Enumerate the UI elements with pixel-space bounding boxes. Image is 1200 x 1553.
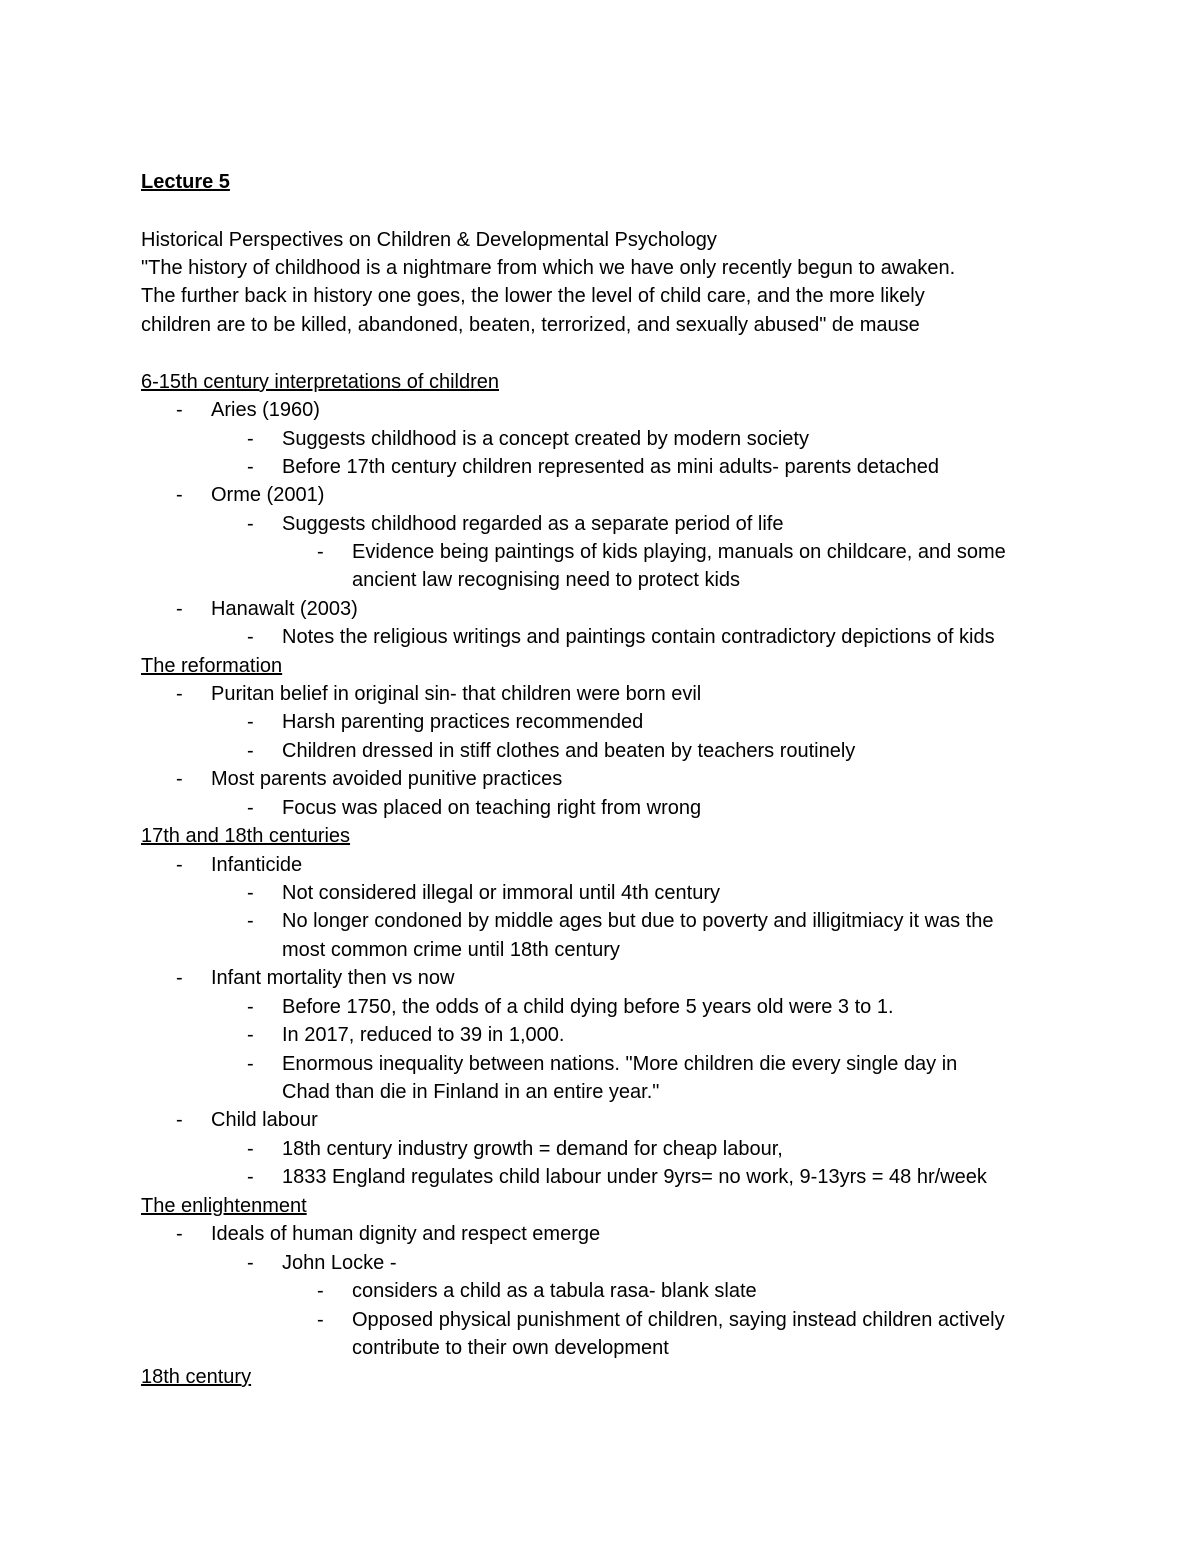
bullet-dash: - — [247, 456, 254, 478]
list-item: Aries (1960) — [211, 399, 320, 421]
section-heading: The enlightenment — [141, 1195, 307, 1217]
bullet-dash: - — [176, 768, 183, 790]
list-item-continuation: ancient law recognising need to protect kids — [352, 569, 741, 591]
list-item: 18th century industry growth = demand for cheap labour, — [282, 1138, 783, 1160]
list-item: Suggests childhood regarded as a separate period of life — [282, 513, 784, 535]
list-item: Opposed physical punishment of children, saying instead children actively — [352, 1309, 1005, 1331]
list-item: Focus was placed on teaching right from wrong — [282, 797, 702, 819]
bullet-dash: - — [176, 484, 183, 506]
section-heading: 6-15th century interpretations of children — [141, 371, 499, 393]
bullet-dash: - — [247, 1166, 254, 1188]
list-item: Infant mortality then vs now — [211, 967, 455, 989]
list-item: Suggests childhood is a concept created by modern society — [282, 428, 809, 450]
bullet-dash: - — [247, 1024, 254, 1046]
list-item: Harsh parenting practices recommended — [282, 711, 644, 733]
list-item-continuation: most common crime until 18th century — [282, 939, 620, 961]
list-item: John Locke - — [282, 1252, 397, 1274]
list-item: No longer condoned by middle ages but due to poverty and illigitmiacy it was the — [282, 910, 994, 932]
bullet-dash: - — [247, 513, 254, 535]
section-heading: The reformation — [141, 655, 283, 677]
document-subtitle: Historical Perspectives on Children & Developmental Psychology — [141, 229, 717, 251]
bullet-dash: - — [176, 854, 183, 876]
list-item: Before 17th century children represented as mini adults- parents detached — [282, 456, 940, 478]
bullet-dash: - — [247, 1138, 254, 1160]
document-title: Lecture 5 — [141, 171, 230, 193]
list-item: Notes the religious writings and paintings contain contradictory depictions of kids — [282, 626, 995, 648]
bullet-dash: - — [317, 1309, 324, 1331]
list-item: In 2017, reduced to 39 in 1,000. — [282, 1024, 565, 1046]
bullet-dash: - — [176, 1223, 183, 1245]
quote-line: "The history of childhood is a nightmare from which we have only recently begun to awaken. — [141, 257, 956, 279]
list-item: Children dressed in stiff clothes and beaten by teachers routinely — [282, 740, 856, 762]
bullet-dash: - — [247, 711, 254, 733]
list-item-continuation: contribute to their own development — [352, 1337, 669, 1359]
list-item: Child labour — [211, 1109, 318, 1131]
list-item: Before 1750, the odds of a child dying before 5 years old were 3 to 1. — [282, 996, 894, 1018]
list-item: Evidence being paintings of kids playing, manuals on childcare, and some — [352, 541, 1006, 563]
bullet-dash: - — [247, 1053, 254, 1075]
bullet-dash: - — [176, 1109, 183, 1131]
list-item: 1833 England regulates child labour under 9yrs= no work, 9-13yrs = 48 hr/week — [282, 1166, 987, 1188]
quote-line: children are to be killed, abandoned, beaten, terrorized, and sexually abused" de mause — [141, 314, 920, 336]
bullet-dash: - — [176, 399, 183, 421]
section-heading: 17th and 18th centuries — [141, 825, 351, 847]
bullet-dash: - — [247, 797, 254, 819]
bullet-dash: - — [247, 740, 254, 762]
bullet-dash: - — [176, 683, 183, 705]
list-item: Not considered illegal or immoral until 4th century — [282, 882, 720, 904]
list-item: Most parents avoided punitive practices — [211, 768, 563, 790]
list-item: Infanticide — [211, 854, 303, 876]
quote-line: The further back in history one goes, the lower the level of child care, and the more likely — [141, 285, 925, 307]
list-item: Puritan belief in original sin- that children were born evil — [211, 683, 702, 705]
bullet-dash: - — [247, 428, 254, 450]
section-heading: 18th century — [141, 1366, 252, 1388]
list-item: Enormous inequality between nations. "More children die every single day in — [282, 1053, 958, 1075]
bullet-dash: - — [247, 626, 254, 648]
bullet-dash: - — [247, 1252, 254, 1274]
bullet-dash: - — [247, 910, 254, 932]
list-item-continuation: Chad than die in Finland in an entire year." — [282, 1081, 660, 1103]
list-item: Orme (2001) — [211, 484, 325, 506]
bullet-dash: - — [317, 541, 324, 563]
list-item: Ideals of human dignity and respect emerge — [211, 1223, 601, 1245]
bullet-dash: - — [317, 1280, 324, 1302]
bullet-dash: - — [247, 996, 254, 1018]
list-item: considers a child as a tabula rasa- blank slate — [352, 1280, 757, 1302]
bullet-dash: - — [247, 882, 254, 904]
list-item: Hanawalt (2003) — [211, 598, 358, 620]
bullet-dash: - — [176, 598, 183, 620]
bullet-dash: - — [176, 967, 183, 989]
